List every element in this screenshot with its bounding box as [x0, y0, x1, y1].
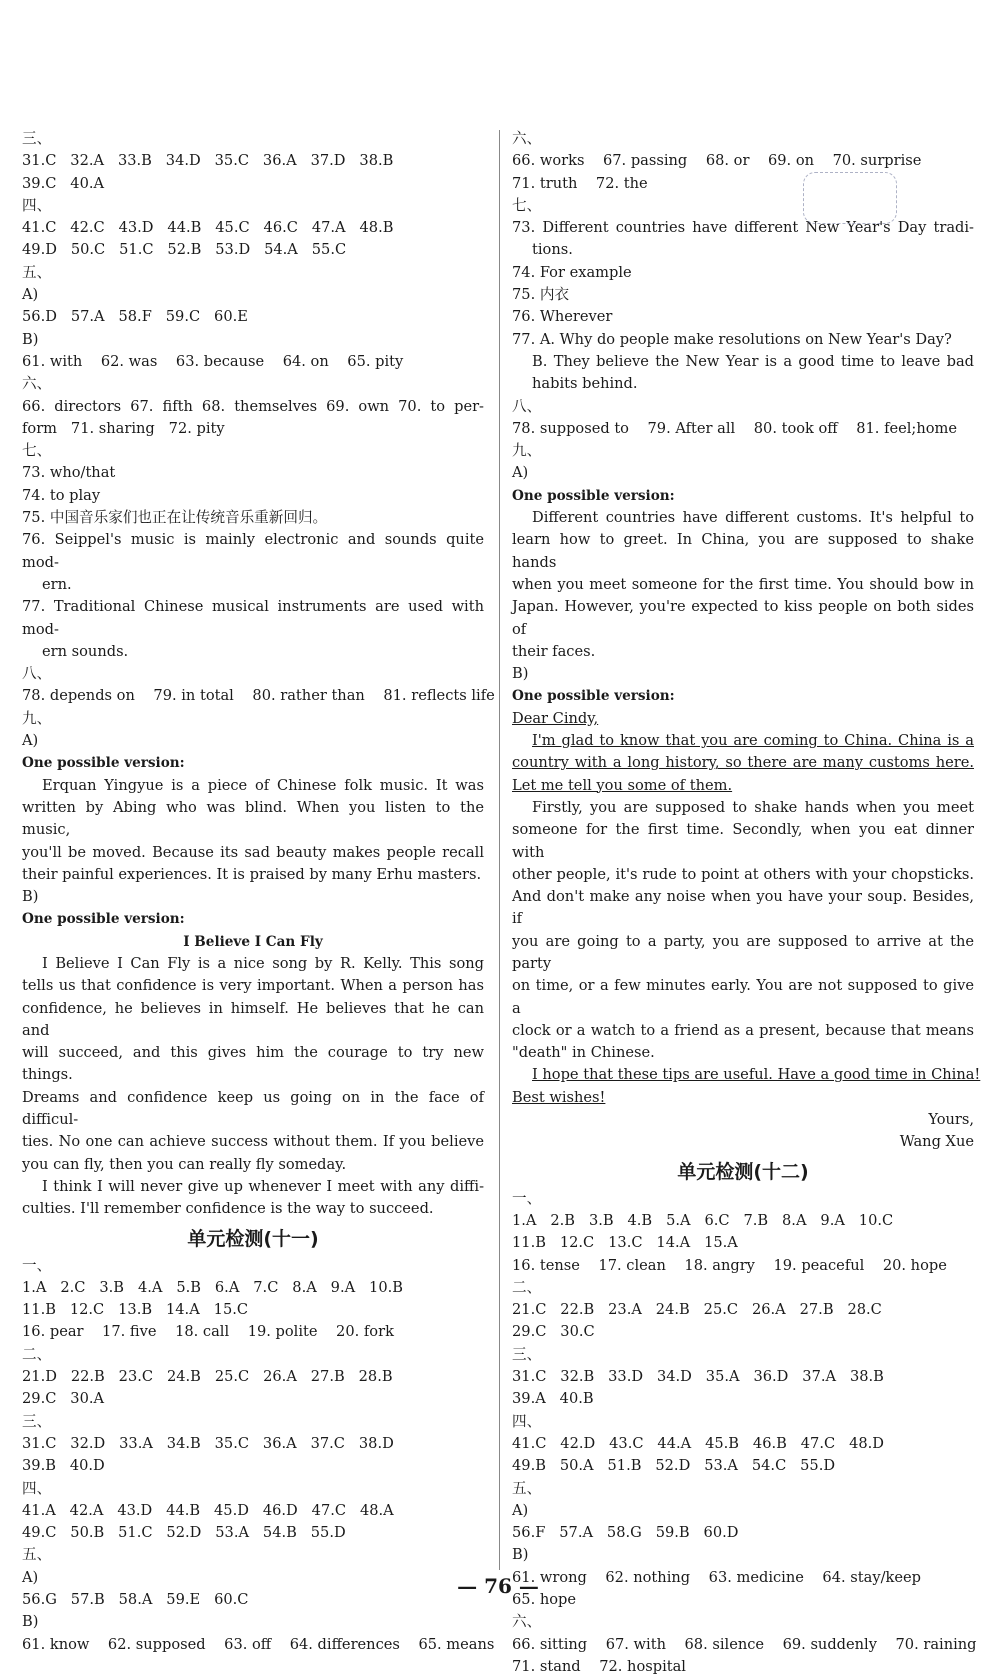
text-line: tells us that confidence is very important. When a person has: [22, 977, 484, 995]
text-line: 1.A 2.B 3.B 4.B 5.A 6.C 7.B 8.A 9.A 10.C: [512, 1211, 894, 1229]
text-line: 11.B 12.C 13.B 14.A 15.C: [22, 1301, 249, 1319]
text-line: 九、: [22, 709, 52, 727]
text-line: Different countries have different customs. It's helpful to: [532, 509, 974, 527]
text-line: 11.B 12.C 13.C 14.A 15.A: [512, 1234, 738, 1252]
text-line: 一、: [512, 1189, 542, 1207]
text-line: Let me tell you some of them.: [512, 776, 733, 794]
text-line: 二、: [512, 1278, 542, 1296]
text-line: 四、: [22, 196, 52, 214]
text-line: Firstly, you are supposed to shake hands when you meet: [532, 798, 974, 816]
text-line: confidence, he believes in himself. He believes that he can and: [22, 999, 484, 1039]
text-line: 31.C 32.D 33.A 34.B 35.C 36.A 37.C 38.D: [22, 1434, 394, 1452]
text-line: 二、: [22, 1345, 52, 1363]
text-line: someone for the first time. Secondly, when you eat dinner with: [512, 821, 974, 861]
text-line: 74. For example: [512, 263, 632, 281]
text-line: 41.C 42.D 43.C 44.A 45.B 46.B 47.C 48.D: [512, 1434, 884, 1452]
text-line: 75. 中国音乐家们也正在让传统音乐重新回归。: [22, 509, 328, 527]
text-line: 66. directors 67. fifth 68. themselves 69. own 70. to per-: [22, 397, 484, 415]
text-line: I Believe I Can Fly: [183, 933, 323, 950]
text-line: I'm glad to know that you are coming to China. China is a: [532, 732, 974, 750]
text-line: other people, it's rude to point at others with your chopsticks.: [512, 865, 974, 883]
text-line: 77. A. Why do people make resolutions on New Year's Day?: [512, 330, 952, 348]
text-line: 七、: [22, 442, 52, 460]
text-line: 六、: [512, 130, 542, 147]
text-line: 七、: [512, 196, 542, 214]
text-line: ern.: [42, 575, 72, 593]
text-line: One possible version:: [22, 911, 185, 928]
text-line: 三、: [512, 1345, 542, 1363]
column-divider: [499, 130, 500, 1570]
text-line: 21.C 22.B 23.A 24.B 25.C 26.A 27.B 28.C: [512, 1301, 882, 1319]
text-line: 四、: [512, 1412, 542, 1430]
text-line: A): [22, 1568, 39, 1586]
text-line: habits behind.: [532, 375, 638, 393]
text-line: A): [512, 1501, 529, 1519]
text-line: 五、: [512, 1479, 542, 1497]
text-line: 39.C 40.A: [22, 174, 105, 192]
text-line: B): [22, 1613, 39, 1631]
text-line: 78. depends on 79. in total 80. rather than 81. reflects life: [22, 687, 495, 705]
text-line: One possible version:: [512, 688, 675, 705]
text-line: I Believe I Can Fly is a nice song by R. Kelly. This song: [42, 954, 484, 972]
text-line: B): [22, 888, 39, 906]
text-line: 56.F 57.A 58.G 59.B 60.D: [512, 1524, 739, 1542]
text-line: 三、: [22, 130, 52, 147]
text-line: country with a long history, so there are many customs here.: [512, 754, 974, 772]
text-line: learn how to greet. In China, you are supposed to shake hands: [512, 531, 974, 571]
text-line: 16. pear 17. five 18. call 19. polite 20. fork: [22, 1323, 394, 1341]
text-line: 61. know 62. supposed 63. off 64. differences 65. means: [22, 1635, 495, 1653]
text-line: Japan. However, you're expected to kiss people on both sides of: [512, 598, 974, 638]
text-line: you'll be moved. Because its sad beauty makes people recall: [22, 843, 484, 861]
text-line: Best wishes!: [512, 1088, 606, 1106]
text-line: 六、: [22, 375, 52, 393]
text-line: 61. wrong 62. nothing 63. medicine 64. stay/keep: [512, 1568, 921, 1586]
text-line: 39.A 40.B: [512, 1390, 594, 1408]
text-line: ern sounds.: [42, 642, 129, 660]
text-line: 41.C 42.C 43.D 44.B 45.C 46.C 47.A 48.B: [22, 219, 394, 237]
text-line: you are going to a party, you are supposed to arrive at the party: [512, 932, 974, 972]
text-line: 八、: [512, 397, 542, 415]
text-line: 单元检测(十二): [677, 1160, 809, 1183]
text-line: 71. stand 72. hospital: [512, 1657, 686, 1675]
text-line: 31.C 32.A 33.B 34.D 35.C 36.A 37.D 38.B: [22, 152, 394, 170]
text-line: form 71. sharing 72. pity: [22, 419, 225, 437]
text-line: 29.C 30.A: [22, 1390, 105, 1408]
text-line: 31.C 32.B 33.D 34.D 35.A 36.D 37.A 38.B: [512, 1368, 884, 1386]
text-line: ties. No one can achieve success without them. If you believe: [22, 1133, 484, 1151]
text-line: 49.B 50.A 51.B 52.D 53.A 54.C 55.D: [512, 1457, 836, 1475]
text-line: 65. hope: [512, 1591, 577, 1608]
text-line: Dreams and confidence keep us going on in the face of difficul-: [22, 1088, 484, 1129]
text-line: 71. truth 72. the: [512, 174, 648, 192]
text-line: And don't make any noise when you have your soup. Besides, if: [512, 888, 974, 928]
text-line: 76. Wherever: [512, 308, 613, 326]
text-line: 八、: [22, 665, 52, 683]
text-line: 74. to play: [22, 486, 101, 504]
text-line: 六、: [512, 1613, 542, 1631]
text-line: I think I will never give up whenever I meet with any diffi-: [42, 1177, 484, 1195]
text-line: 41.A 42.A 43.D 44.B 45.D 46.D 47.C 48.A: [22, 1501, 394, 1519]
text-line: 九、: [512, 442, 542, 460]
text-line: 78. supposed to 79. After all 80. took off 81. feel;home: [512, 419, 958, 437]
text-line: tions.: [532, 241, 573, 259]
text-line: Erquan Yingyue is a piece of Chinese folk music. It was: [42, 776, 484, 794]
text-line: 56.G 57.B 58.A 59.E 60.C: [22, 1591, 249, 1608]
text-line: 单元检测(十一): [187, 1227, 319, 1250]
text-line: 73. who/that: [22, 464, 116, 482]
text-line: A): [512, 464, 529, 482]
text-line: A): [22, 286, 39, 304]
text-line: 16. tense 17. clean 18. angry 19. peaceful 20. hope: [512, 1256, 947, 1274]
text-line: One possible version:: [22, 755, 185, 772]
text-line: 76. Seippel's music is mainly electronic and sounds quite mod-: [22, 531, 484, 571]
text-line: Dear Cindy,: [512, 709, 599, 727]
text-line: 66. works 67. passing 68. or 69. on 70. surprise: [512, 152, 922, 170]
page-number: — 76 —: [457, 1574, 539, 1598]
text-line: 77. Traditional Chinese musical instruments are used with mod-: [22, 598, 484, 638]
text-line: 五、: [22, 263, 52, 281]
text-line: 39.B 40.D: [22, 1457, 105, 1475]
text-line: Wang Xue: [899, 1133, 974, 1151]
text-line: 66. sitting 67. with 68. silence 69. suddenly 70. raining: [512, 1635, 977, 1653]
text-line: 29.C 30.C: [512, 1323, 595, 1341]
text-line: you can fly, then you can really fly someday.: [22, 1155, 347, 1173]
text-line: will succeed, and this gives him the courage to try new things.: [22, 1044, 484, 1084]
text-line: B): [512, 665, 529, 683]
text-line: B): [22, 330, 39, 348]
text-line: 一、: [22, 1256, 52, 1274]
text-line: their painful experiences. It is praised by many Erhu masters.: [22, 865, 482, 883]
text-line: B. They believe the New Year is a good time to leave bad: [532, 352, 974, 370]
text-line: B): [512, 1546, 529, 1564]
stamp-logo: [803, 172, 897, 224]
text-line: 56.D 57.A 58.F 59.C 60.E: [22, 308, 248, 326]
text-line: 75. 内衣: [512, 286, 570, 304]
text-line: 三、: [22, 1412, 52, 1430]
text-line: 73. Different countries have different New Year's Day tradi-: [512, 219, 974, 237]
text-line: 49.D 50.C 51.C 52.B 53.D 54.A 55.C: [22, 241, 347, 259]
text-line: 49.C 50.B 51.C 52.D 53.A 54.B 55.D: [22, 1524, 346, 1542]
left-column: [22, 128, 495, 1656]
text-line: A): [22, 732, 39, 750]
text-line: written by Abing who was blind. When you listen to the music,: [22, 798, 484, 839]
text-line: "death" in Chinese.: [512, 1044, 655, 1062]
text-line: I hope that these tips are useful. Have a good time in China!: [532, 1066, 981, 1084]
text-line: when you meet someone for the first time. You should bow in: [512, 575, 974, 593]
text-line: Yours,: [928, 1111, 974, 1129]
text-line: 1.A 2.C 3.B 4.A 5.B 6.A 7.C 8.A 9.A 10.B: [22, 1278, 403, 1296]
text-line: 四、: [22, 1479, 52, 1497]
text-line: 21.D 22.B 23.C 24.B 25.C 26.A 27.B 28.B: [22, 1368, 393, 1386]
right-column: [512, 128, 981, 1678]
text-line: 五、: [22, 1546, 52, 1564]
text-line: 61. with 62. was 63. because 64. on 65. pity: [22, 352, 404, 370]
text-line: their faces.: [512, 642, 596, 660]
text-line: clock or a watch to a friend as a present, because that means: [512, 1021, 974, 1039]
text-line: on time, or a few minutes early. You are not supposed to give a: [512, 977, 974, 1017]
text-line: One possible version:: [512, 487, 675, 504]
text-line: culties. I'll remember confidence is the way to succeed.: [22, 1200, 434, 1218]
